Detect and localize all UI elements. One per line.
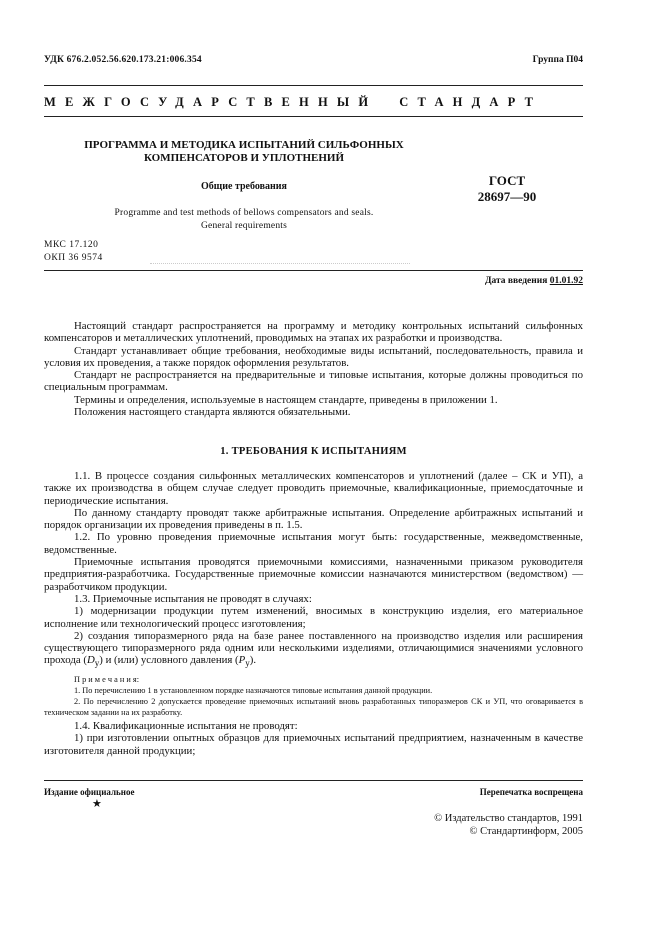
standard-banner: [44, 95, 583, 110]
intro-date-label: Дата введения: [484, 276, 548, 286]
section-heading: 1. ТРЕБОВАНИЯ К ИСПЫТАНИЯМ: [220, 446, 407, 457]
mks-code: МКС 17.120: [44, 240, 99, 250]
section-paragraph: 1.3. Приемочные испытания не проводят в случаях:: [74, 592, 312, 605]
introduction-text: [44, 320, 583, 418]
section-paragraph: 1.1. В процессе создания сильфонных металлических компенсаторов и уплотнений (далее – СК и УП), а также их производства в общем случае следует проводить приемочные, квалификационные, приемосдаточные и периодические испытания.: [44, 470, 583, 507]
banner-word-1: МЕЖГОСУДАРСТВЕННЫЙ: [44, 95, 378, 109]
english-title-line-2: General requirements: [200, 221, 288, 231]
banner-word-2: СТАНДАРТ: [399, 95, 543, 109]
intro-paragraph: Стандарт устанавливает общие требования, необходимые виды испытаний, последовательность, правила и условия их проведения, а также порядок оформления результатов.: [44, 344, 583, 369]
title-line-2: КОМПЕНСАТОРОВ И УПЛОТНЕНИЙ: [143, 152, 345, 164]
copyright-block: [434, 813, 583, 838]
intro-paragraph: Термины и определения, используемые в настоящем стандарте, приведены в приложении 1.: [74, 393, 498, 406]
intro-paragraph: Положения настоящего стандарта являются обязательными.: [74, 406, 351, 419]
section-paragraph: 1.4. Квалификационные испытания не проводят:: [74, 719, 298, 732]
reprint-notice: Перепечатка воспрещена: [479, 787, 583, 797]
copyright-line-2: © Стандартинформ, 2005: [469, 825, 583, 837]
footer-rule: [44, 780, 583, 781]
section-paragraph: Приемочные испытания проводятся приемочными комиссиями, назначенными приказом руководителя предприятия-разработчика. Государственные приемочные комиссии назначаются министерством (ведомством) — разработчиком продукции.: [44, 556, 583, 593]
section-paragraph: 1) при изготовлении опытных образцов для приемочных испытаний предприятием, назначенным в качестве изготовителя данной продукции;: [44, 732, 583, 757]
section-paragraph: По данному стандарту проводят также арбитражные испытания. Определение арбитражных испытаний и порядок организации их проведения приведены в п. 1.5.: [44, 506, 583, 532]
document-title: [44, 139, 444, 165]
edition-label: Издание официальное: [44, 787, 135, 797]
section-paragraph: 2) создания типоразмерного ряда на базе ранее поставленного на производство изделия или расширения существующего типоразмерного ряда одним или несколькими изделиями, отличающимися значениями условного прохода $(D_y)$ и (или) условного давления $(P_y)$.: [44, 629, 583, 669]
udk-code: УДК 676.2.052.56.620.173.21:006.354: [44, 55, 202, 65]
banner-rule: [44, 116, 583, 117]
okp-code: ОКП 36 9574: [44, 253, 103, 263]
note-item: 1. По перечислению 1 в установленном порядке назначаются типовые испытания данной продукции.: [74, 685, 433, 695]
intro-paragraph: Стандарт не распространяется на предварительные и типовые испытания, которые должны проводиться по специальным программам.: [44, 369, 583, 394]
gost-number: 28697—90: [477, 189, 537, 204]
note-item: 2. По перечислению 2 допускается проведение приемочных испытаний вновь разработанных типоразмеров СК и УП, что оговаривается в техническом задании на их разработку.: [44, 696, 583, 717]
introduction-date: [485, 276, 583, 286]
faint-divider: [150, 263, 410, 270]
gost-number-block: [452, 173, 562, 205]
gost-label: ГОСТ: [488, 173, 526, 188]
date-rule: [44, 270, 583, 271]
section-paragraph: 1) модернизации продукции путем изменений, вносимых в конструкцию изделия, его материальное исполнение или технологический процесс изготовления;: [44, 605, 583, 630]
copyright-line-1: © Издательство стандартов, 1991: [434, 813, 583, 824]
intro-date-value: 01.01.92: [549, 276, 583, 286]
top-rule: [44, 85, 583, 86]
document-subtitle: Общие требования: [201, 181, 287, 192]
section-1-text: [44, 470, 583, 757]
title-line-1: ПРОГРАММА И МЕТОДИКА ИСПЫТАНИЙ СИЛЬФОННЫХ: [84, 139, 404, 151]
english-title-line-1: Programme and test methods of bellows compensators and seals.: [114, 208, 374, 218]
group-code: Группа П04: [532, 55, 583, 65]
english-title: [44, 207, 444, 233]
classification-codes: [44, 239, 103, 265]
intro-paragraph: Настоящий стандарт распространяется на программу и методику контрольных испытаний сильфонных компенсаторов и металлических уплотнений, проводимых на этапах их разработки и производства.: [44, 320, 583, 345]
notes-heading: П р и м е ч а н и я:: [74, 674, 140, 684]
star-icon: ★: [92, 798, 102, 810]
section-paragraph: 1.2. По уровню проведения приемочные испытания могут быть: государственные, межведомственные, ведомственные.: [44, 531, 583, 556]
